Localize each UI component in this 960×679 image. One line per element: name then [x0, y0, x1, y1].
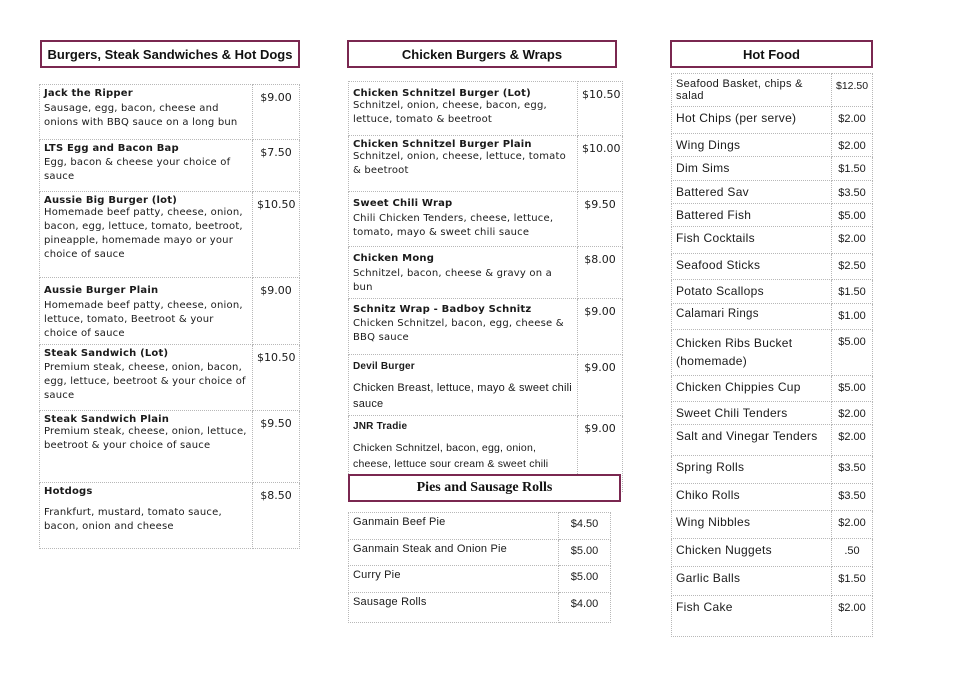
menu-item-price: $4.50 [559, 513, 611, 540]
menu-item-price: $2.00 [832, 402, 873, 425]
menu-item-price: $2.00 [832, 511, 873, 539]
menu-item [672, 456, 873, 484]
menu-item-name: Battered Fish [672, 204, 832, 227]
pies-menu-table [348, 512, 611, 623]
menu-item-name: Battered Sav [672, 181, 832, 204]
menu-item-name: Devil Burger [353, 361, 415, 372]
menu-item [672, 107, 873, 134]
menu-item-cell [40, 140, 253, 192]
menu-item-name: Potato Scallops [672, 280, 832, 304]
menu-item-name: Spring Rolls [672, 456, 832, 484]
menu-item-name: Chicken Schnitzel Burger (Lot) [353, 88, 531, 99]
menu-item-price: $2.00 [832, 425, 873, 456]
menu-item-description: Chili Chicken Tenders, cheese, lettuce, tomato, mayo & sweet chili sauce [353, 213, 554, 238]
menu-item-name: Calamari Rings [672, 304, 832, 330]
menu-item [349, 355, 623, 416]
menu-item-name: JNR Tradie [353, 421, 408, 432]
menu-item-price: $10.50 [253, 192, 300, 278]
menu-item-cell [40, 345, 253, 411]
menu-item-price: $9.00 [578, 299, 623, 355]
chicken-section-header: Chicken Burgers & Wraps [347, 40, 617, 68]
menu-item-name: Chiko Rolls [672, 484, 832, 511]
menu-item [40, 140, 300, 192]
menu-item-name: Chicken Mong [353, 253, 435, 264]
menu-item [672, 539, 873, 567]
menu-item-name: Seafood Basket, chips & salad [672, 74, 832, 107]
menu-item [672, 511, 873, 539]
menu-item-cell [349, 82, 578, 136]
menu-item [349, 192, 623, 247]
menu-item-price: $3.50 [832, 181, 873, 204]
menu-item-price: $5.00 [832, 330, 873, 376]
menu-item-name: LTS Egg and Bacon Bap [44, 143, 179, 154]
menu-item-price: $8.00 [578, 247, 623, 299]
menu-item-name: Chicken Nuggets [672, 539, 832, 567]
menu-item-name: Jack the Ripper [44, 88, 133, 99]
menu-item [349, 82, 623, 136]
menu-item [349, 247, 623, 299]
menu-item [672, 227, 873, 254]
menu-item-name: Hot Chips (per serve) [672, 107, 832, 134]
menu-item-price: $8.50 [253, 483, 300, 549]
menu-item-price: $9.00 [578, 355, 623, 416]
menu-item-description: Chicken Breast, lettuce, mayo & sweet chili sauce [353, 382, 572, 410]
menu-item [672, 330, 873, 376]
menu-item-price: $2.00 [832, 227, 873, 254]
menu-item-name: Seafood Sticks [672, 254, 832, 280]
menu-item-price: $12.50 [832, 74, 873, 107]
menu-item [672, 280, 873, 304]
menu-item-name: Sweet Chili Tenders [672, 402, 832, 425]
pies-section-header: Pies and Sausage Rolls [348, 474, 621, 502]
menu-item-description: Frankfurt, mustard, tomato sauce, bacon, onion and cheese [44, 507, 222, 532]
menu-item-cell [40, 411, 253, 483]
menu-item-name: Ganmain Steak and Onion Pie [349, 540, 559, 566]
menu-item-description: Schnitzel, onion, cheese, lettuce, tomato & beetroot [353, 151, 566, 176]
menu-item-name: Schnitz Wrap - Badboy Schnitz [353, 304, 532, 315]
burgers-section-header: Burgers, Steak Sandwiches & Hot Dogs [40, 40, 300, 68]
menu-item-price: $1.00 [832, 304, 873, 330]
menu-item-description: Schnitzel, bacon, cheese & gravy on a bun [353, 268, 552, 293]
menu-item-description: Chicken Schnitzel, bacon, egg, cheese & BBQ sauce [353, 318, 564, 343]
menu-item-price: $10.50 [578, 82, 623, 136]
menu-item-cell [349, 247, 578, 299]
menu-item-name: Aussie Big Burger (lot) [44, 195, 177, 206]
menu-item-price: $5.00 [559, 566, 611, 593]
menu-item-description: Chicken Schnitzel, bacon, egg, onion, cheese, lettuce sour cream & sweet chili [353, 442, 549, 470]
menu-item-price: $1.50 [832, 567, 873, 596]
menu-item-cell [40, 85, 253, 140]
menu-item-price: $1.50 [832, 280, 873, 304]
menu-item-cell [349, 299, 578, 355]
menu-item-cell [40, 192, 253, 278]
chicken-menu-table [348, 81, 623, 492]
menu-item [672, 425, 873, 456]
menu-item-description: Premium steak, cheese, onion, lettuce, beetroot & your choice of sauce [44, 426, 247, 451]
menu-item-name: Chicken Chippies Cup [672, 376, 832, 402]
menu-item [40, 345, 300, 411]
menu-item-description: Premium steak, cheese, onion, bacon, egg, lettuce, beetroot & your choice of sauce [44, 362, 246, 401]
menu-item-price: $2.00 [832, 134, 873, 157]
menu-item [349, 540, 611, 566]
menu-item [349, 566, 611, 593]
menu-item [672, 134, 873, 157]
menu-item-name: Sweet Chili Wrap [353, 198, 453, 209]
menu-item-name: Hotdogs [44, 486, 93, 497]
menu-item-price: $5.00 [559, 540, 611, 566]
menu-item [40, 483, 300, 549]
menu-item-price: $10.50 [253, 345, 300, 411]
menu-item [40, 85, 300, 140]
menu-item-price: $2.00 [832, 596, 873, 637]
menu-item-price: $1.50 [832, 157, 873, 181]
menu-item-description: Homemade beef patty, cheese, onion, lettuce, tomato, Beetroot & your choice of sauce [44, 300, 243, 339]
menu-item-price: $5.00 [832, 376, 873, 402]
hot-food-section-header: Hot Food [670, 40, 873, 68]
menu-item-price: $9.00 [253, 85, 300, 140]
burgers-menu-table [39, 84, 300, 549]
menu-item-name: Wing Nibbles [672, 511, 832, 539]
menu-item-name: Garlic Balls [672, 567, 832, 596]
menu-item [349, 593, 611, 623]
menu-item [40, 411, 300, 483]
menu-item [672, 596, 873, 637]
menu-item [349, 299, 623, 355]
menu-item-name: Aussie Burger Plain [44, 285, 159, 296]
menu-item-price: $2.50 [832, 254, 873, 280]
menu-item [40, 192, 300, 278]
hot-food-menu-table [671, 73, 873, 637]
menu-item-description: Schnitzel, onion, cheese, bacon, egg, lettuce, tomato & beetroot [353, 100, 547, 125]
menu-item-name: Chicken Ribs Bucket (homemade) [672, 330, 832, 376]
menu-item-price: $9.00 [578, 416, 623, 492]
menu-item-price: $7.50 [253, 140, 300, 192]
menu-item-name: Dim Sims [672, 157, 832, 181]
menu-item-name: Steak Sandwich Plain [44, 414, 170, 425]
menu-item [672, 181, 873, 204]
menu-item-cell [349, 136, 578, 192]
menu-item [672, 484, 873, 511]
menu-item-price: $3.50 [832, 484, 873, 511]
menu-item [672, 402, 873, 425]
menu-item-price: .50 [832, 539, 873, 567]
menu-item [672, 254, 873, 280]
menu-item-cell [349, 192, 578, 247]
menu-item [40, 278, 300, 345]
menu-item-price: $9.50 [578, 192, 623, 247]
menu-item-description: Egg, bacon & cheese your choice of sauce [44, 157, 231, 182]
menu-item-price: $9.50 [253, 411, 300, 483]
menu-item-price: $5.00 [832, 204, 873, 227]
menu-item-name: Fish Cake [672, 596, 832, 637]
menu-item-name: Ganmain Beef Pie [349, 513, 559, 540]
menu-item-price: $10.00 [578, 136, 623, 192]
menu-item [349, 136, 623, 192]
menu-item-price: $2.00 [832, 107, 873, 134]
menu-item-price: $9.00 [253, 278, 300, 345]
menu-item-name: Salt and Vinegar Tenders [672, 425, 832, 456]
menu-item [672, 376, 873, 402]
menu-item-description: Homemade beef patty, cheese, onion, bacon, egg, lettuce, tomato, beetroot, pineapple, homemade mayo or your choice of sauce [44, 207, 243, 260]
menu-item-name: Chicken Schnitzel Burger Plain [353, 139, 532, 150]
menu-item [672, 204, 873, 227]
menu-item [349, 513, 611, 540]
menu-item-name: Fish Cocktails [672, 227, 832, 254]
menu-item-cell [40, 278, 253, 345]
menu-item-description: Sausage, egg, bacon, cheese and onions with BBQ sauce on a long bun [44, 103, 238, 128]
menu-item [672, 304, 873, 330]
menu-item-cell [40, 483, 253, 549]
menu-item-name: Sausage Rolls [349, 593, 559, 623]
menu-item [672, 567, 873, 596]
menu-item-cell [349, 355, 578, 416]
menu-item-name: Wing Dings [672, 134, 832, 157]
menu-item [672, 157, 873, 181]
menu-item-price: $4.00 [559, 593, 611, 623]
menu-item-name: Curry Pie [349, 566, 559, 593]
menu-item-name: Steak Sandwich (Lot) [44, 348, 169, 359]
menu-item-price: $3.50 [832, 456, 873, 484]
menu-item [672, 74, 873, 107]
